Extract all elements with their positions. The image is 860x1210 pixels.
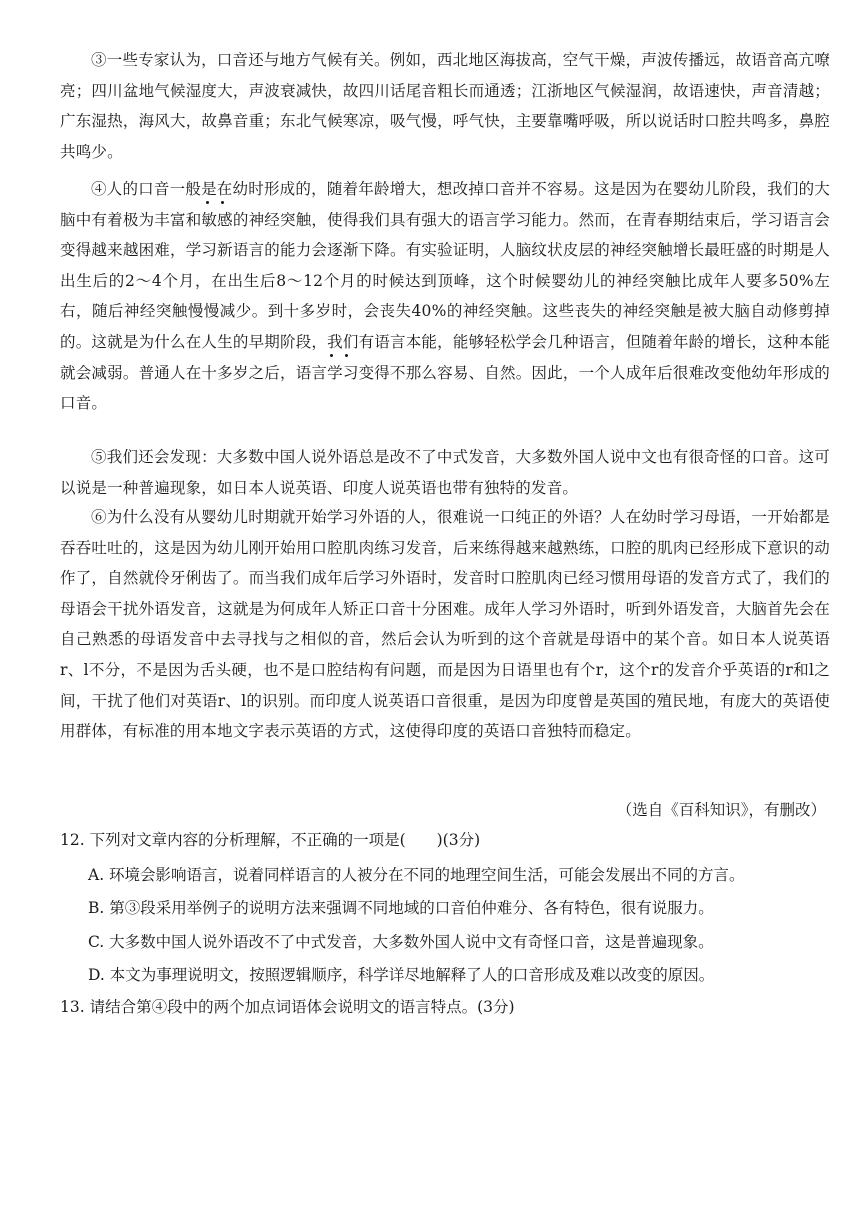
source-note: （选自《百科知识》，有删改） bbox=[616, 801, 826, 819]
question-12-option-a[interactable]: A. 环境会影响语言，说着同样语言的人被分在不同的地理空间生活，可能会发展出不同的方言。 bbox=[88, 866, 745, 884]
question-12-stem: 12. 下列对文章内容的分析理解，不正确的一项是( )(3分) bbox=[60, 831, 481, 849]
question-12-option-c[interactable]: C. 大多数中国人说外语改不了中式发音，大多数外国人说中文有奇怪口音，这是普遍现象。 bbox=[88, 933, 714, 951]
question-12-option-b[interactable]: B. 第③段采用举例子的说明方法来强调不同地域的口音伯仲难分、各有特色，很有说服力。 bbox=[88, 899, 714, 917]
paragraph-5: ⑤我们还会发现：大多数中国人说外语总是改不了中式发音，大多数外国人说中文也有很奇怪的口音。这可以说是一种普遍现象，如日本人说英语、印度人说英语也带有独特的发音。 bbox=[60, 448, 830, 497]
emphasis-dot-4 bbox=[345, 354, 348, 357]
paragraph-3: ③一些专家认为，口音还与地方气候有关。例如，西北地区海拔高，空气干燥，声波传播远，故语音高亢嘹亮；四川盆地气候湿度大，声波衰减快，故四川话尾音粗长而通透；江浙地区气候湿润，故语速快，声音清越；广东湿热，海风大，故鼻音重；东北气候寒凉，吸气慢，呼气快，主要靠嘴呼吸，所以说话时口腔共鸣多，鼻腔共鸣少。 bbox=[60, 51, 830, 161]
emphasis-dot-3 bbox=[330, 354, 333, 357]
question-13-stem: 13. 请结合第④段中的两个加点词语体会说明文的语言特点。(3分) bbox=[60, 998, 515, 1016]
emphasis-dot-1 bbox=[206, 201, 209, 204]
emphasis-dot-2 bbox=[221, 201, 224, 204]
question-12-option-d[interactable]: D. 本文为事理说明文，按照逻辑顺序，科学详尽地解释了人的口音形成及难以改变的原因。 bbox=[88, 966, 715, 984]
paragraph-4: ④人的口音一般是在幼时形成的，随着年龄增大，想改掉口音并不容易。这是因为在婴幼儿阶段，我们的大脑中有着极为丰富和敏感的神经突触，使得我们具有强大的语言学习能力。然而，在青春期结束后，学习语言会变得越来越困难，学习新语言的能力会逐渐下降。有实验证明，人脑纹状皮层的神经突触增长最旺盛的时期是人出生后的2～4个月，在出生后8～12个月的时候达到顶峰，这个时候婴幼儿的神经突触比成年人要多50%左右，随后神经突触慢慢减少。到十多岁时，会丧失40%的神经突触。这些丧失的神经突触是被大脑自动修剪掉的。这就是为什么在人生的早期阶段，我们有语言本能，能够轻松学会几种语言，但随着年龄的增长，这种本能就会减弱。普通人在十多岁之后，语言学习变得不那么容易、自然。因此，一个人成年后很难改变他幼年形成的口音。 bbox=[60, 180, 830, 413]
paragraph-6: ⑥为什么没有从婴幼儿时期就开始学习外语的人，很难说一口纯正的外语？人在幼时学习母语，一开始都是吞吞吐吐的，这是因为幼儿刚开始用口腔肌肉练习发音，后来练得越来越熟练，口腔的肌肉已经形成下意识的动作了，自然就伶牙俐齿了。而当我们成年后学习外语时，发音时口腔肌肉已经习惯用母语的发音方式了，我们的母语会干扰外语发音，这就是为何成年人矫正口音十分困难。成年人学习外语时，听到外语发音，大脑首先会在自己熟悉的母语发音中去寻找与之相似的音，然后会认为听到的这个音就是母语中的某个音。如日本人说英语r、l不分，不是因为舌头硬，也不是口腔结构有问题，而是因为日语里也有个r，这个r的发音介乎英语的r和l之间，干扰了他们对英语r、l的识别。而印度人说英语口音很重，是因为印度曾是英国的殖民地，有庞大的英语使用群体，有标准的用本地文字表示英语的方式，这使得印度的英语口音独特而稳定。 bbox=[60, 508, 830, 741]
